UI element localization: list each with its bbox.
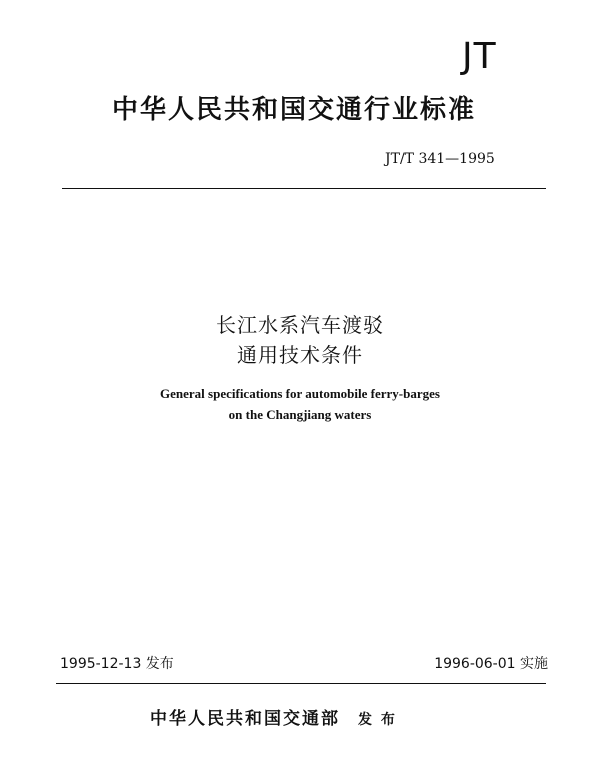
standard-series-title: 中华人民共和国交通行业标准 xyxy=(112,95,477,125)
document-title-en-line1: General specifications for automobile ferry-barges xyxy=(160,386,440,401)
header-divider xyxy=(62,188,546,189)
footer-divider xyxy=(56,683,546,684)
issue-date: 1995-12-13 发布 xyxy=(60,656,174,672)
effective-date: 1996-06-01 实施 xyxy=(434,656,548,672)
standard-category-mark: JT xyxy=(462,36,497,77)
document-title-cn-line1: 长江水系汽车渡驳 xyxy=(216,313,384,337)
document-title-en-line2: on the Changjiang waters xyxy=(228,407,372,422)
standard-number: JT/T 341—1995 xyxy=(385,151,495,167)
publisher-line xyxy=(150,704,450,734)
issuing-authority: 中华人民共和国交通部 xyxy=(150,709,340,729)
issued-label: 发 布 xyxy=(358,712,397,728)
document-title-cn-line2: 通用技术条件 xyxy=(237,343,363,367)
